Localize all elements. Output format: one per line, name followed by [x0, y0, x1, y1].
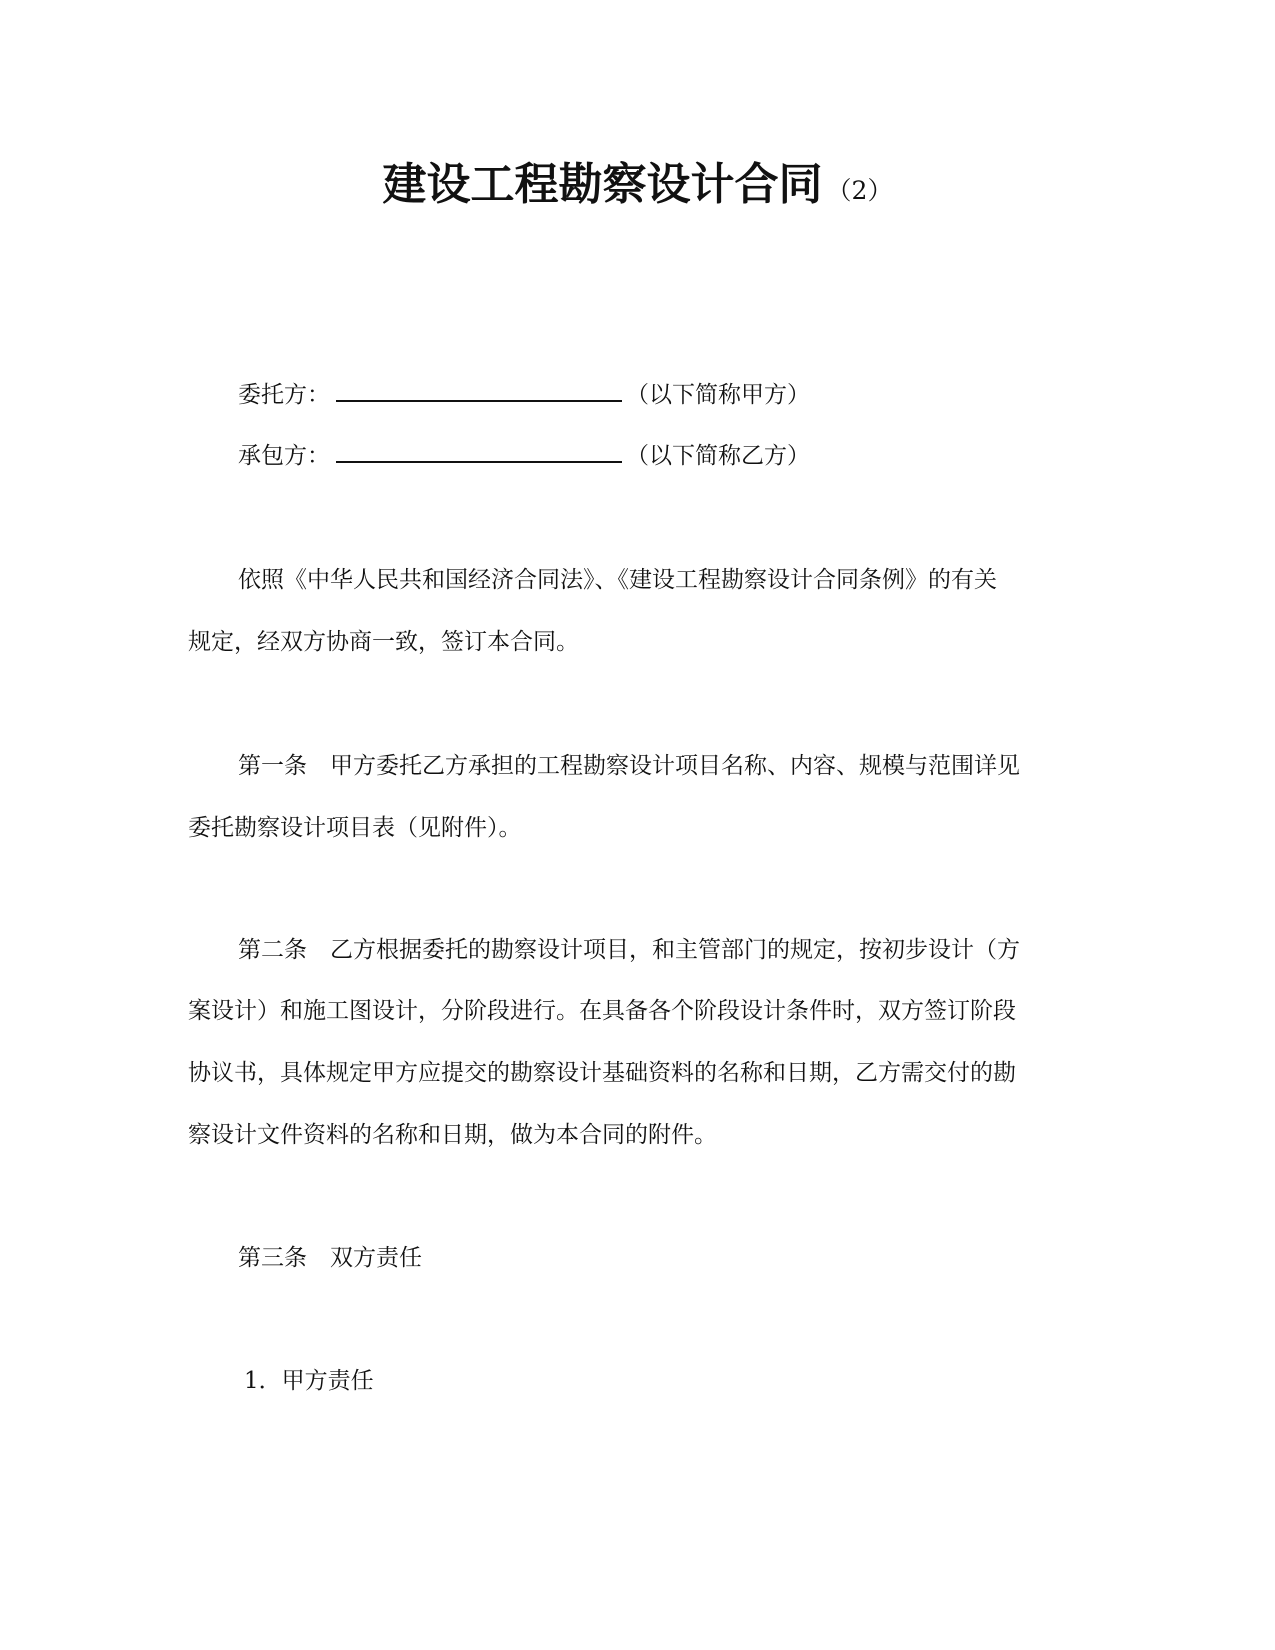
- party-contractor-blank: [336, 441, 622, 463]
- article1-line-2: 委托勘察设计项目表（见附件）。: [188, 815, 522, 841]
- title-text: 建设工程勘察设计合同: [382, 159, 823, 210]
- article2-line-4: 察设计文件资料的名称和日期，做为本合同的附件。: [188, 1122, 717, 1148]
- party-client-label: 委托方：: [238, 382, 330, 408]
- party-client-note: （以下简称甲方）: [626, 382, 810, 408]
- document-title: [0, 148, 1275, 212]
- party-client-line: [238, 380, 810, 410]
- article2-line-2: 案设计）和施工图设计，分阶段进行。在具备各个阶段设计条件时，双方签订阶段: [188, 998, 1016, 1024]
- party-contractor-label: 承包方：: [238, 443, 330, 469]
- article2-line-1: 第二条 乙方根据委托的勘察设计项目，和主管部门的规定，按初步设计（方: [238, 937, 1020, 963]
- title-suffix: （2）: [826, 176, 893, 205]
- article3-heading: 第三条 双方责任: [238, 1245, 422, 1271]
- item1-heading: 1．甲方责任: [244, 1368, 374, 1394]
- intro-line-1: 依照《中华人民共和国经济合同法》、《建设工程勘察设计合同条例》的有关: [238, 567, 997, 593]
- intro-line-2: 规定，经双方协商一致，签订本合同。: [188, 629, 579, 655]
- article2-line-3: 协议书，具体规定甲方应提交的勘察设计基础资料的名称和日期，乙方需交付的勘: [188, 1060, 1016, 1086]
- party-client-blank: [336, 380, 622, 402]
- article1-line-1: 第一条 甲方委托乙方承担的工程勘察设计项目名称、内容、规模与范围详见: [238, 753, 1020, 779]
- party-contractor-note: （以下简称乙方）: [626, 443, 810, 469]
- party-contractor-line: [238, 441, 810, 471]
